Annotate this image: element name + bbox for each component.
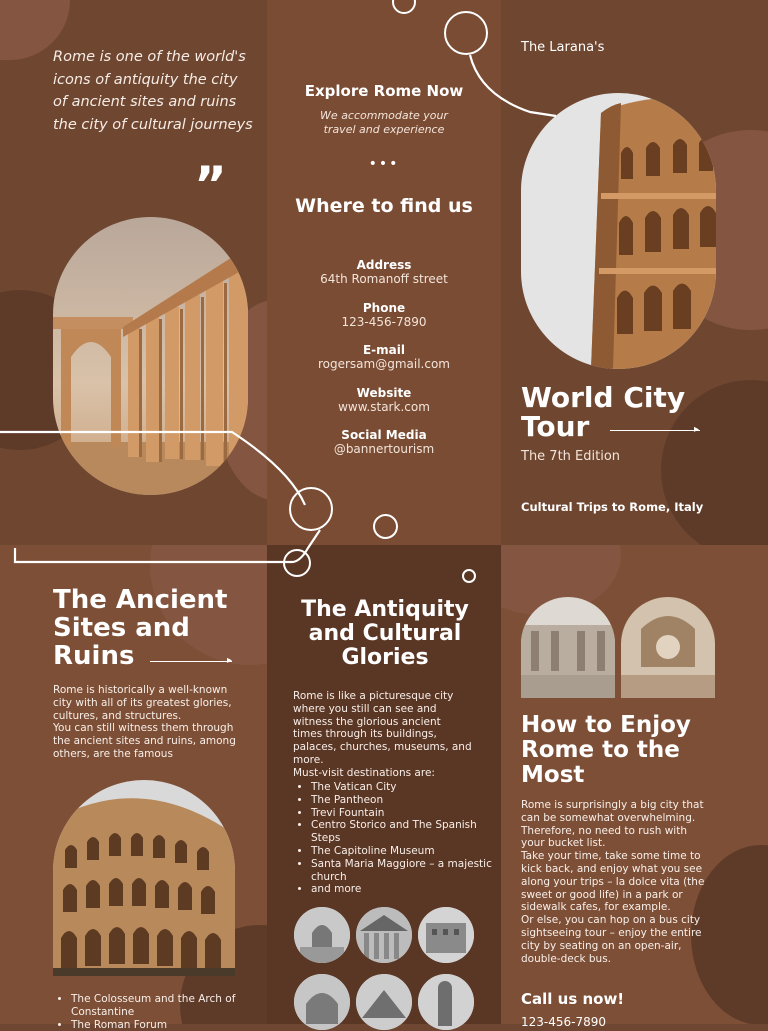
cover-title-line2: Tour xyxy=(521,410,590,443)
list-item: • The Colosseum and the Arch of Constantine xyxy=(71,993,261,1019)
quote-mark: ” xyxy=(194,156,227,214)
ancient-sites-title: The Ancient Sites and Ruins xyxy=(53,585,228,671)
ring-decoration xyxy=(289,487,333,531)
enjoy-body-p1: Rome is surprisingly a big city that can be somewhat overwhelming. Therefore, no need to rush with your bucket list. xyxy=(521,799,704,850)
call-us-cta: Call us now! xyxy=(521,990,625,1008)
enjoy-title: How to Enjoy Rome to the Most xyxy=(521,712,691,788)
explore-subtitle: We accommodate your travel and experience xyxy=(320,109,448,136)
list-item: • The Pantheon xyxy=(311,794,496,807)
list-item: • Trevi Fountain xyxy=(311,807,496,820)
list-item: • The Capitoline Museum xyxy=(311,845,496,858)
list-item: • and more xyxy=(311,883,496,896)
list-item: • The Vatican City xyxy=(311,781,496,794)
contact-value[interactable]: www.stark.com xyxy=(338,400,430,414)
contact-value: 64th Romanoff street xyxy=(320,272,448,286)
explore-title: Explore Rome Now xyxy=(304,82,464,100)
arrow-right-icon: ▸ xyxy=(227,655,233,666)
find-us-title: Where to find us xyxy=(295,195,473,217)
contact-value[interactable]: @bannertourism xyxy=(333,442,435,456)
dots-divider: ••• xyxy=(368,156,400,172)
contact-label: Website xyxy=(356,386,412,400)
ancient-body-p2: You can still witness them through the ancient sites and ruins, among others, are the famous xyxy=(53,722,236,760)
contact-value[interactable]: rogersam@gmail.com xyxy=(317,357,450,371)
arrow-right-icon: ▸ xyxy=(694,424,700,435)
list-item: • The Roman Forum xyxy=(71,1019,261,1031)
antiquity-title: The Antiquity and Cultural Glories xyxy=(301,597,469,670)
list-item: • Santa Maria Maggiore – a majestic church xyxy=(311,858,496,884)
ancient-body-p1: Rome is historically a well-known city with all of its greatest glories, cultures, and structures. xyxy=(53,684,232,722)
cover-title-line1: World City xyxy=(521,381,686,414)
brand-name: The Larana's xyxy=(521,40,605,55)
contact-label: Social Media xyxy=(341,428,427,442)
ring-decoration xyxy=(283,549,311,577)
ring-decoration xyxy=(444,11,488,55)
contact-label: Address xyxy=(356,258,412,272)
contact-value: 123-456-7890 xyxy=(341,315,427,329)
cover-tagline: Cultural Trips to Rome, Italy xyxy=(521,500,704,514)
ring-decoration xyxy=(462,569,476,583)
contact-label: Phone xyxy=(362,301,406,315)
call-us-number[interactable]: 123-456-7890 xyxy=(521,1015,607,1029)
antiquity-body-p1: Rome is like a picturesque city where you still can see and witness the glorious ancient times through its buildings, palaces, churches, museums, and more. xyxy=(293,690,472,766)
contact-label: E-mail xyxy=(362,343,405,357)
antiquity-body-p2: Must-visit destinations are: xyxy=(293,766,435,779)
edition-text: The 7th Edition xyxy=(521,449,621,464)
ring-decoration xyxy=(373,514,398,539)
quote-text: Rome is one of the world's icons of antiquity the city of ancient sites and ruins the city of cultural journeys xyxy=(53,49,253,133)
enjoy-body-p2: Take your time, take some time to kick back, and enjoy what you see along your trips – la dolce vita (the sweet or good life) in a park or sidewalk cafes, for example. xyxy=(521,850,705,914)
list-item: • Centro Storico and The Spanish Steps xyxy=(311,819,496,845)
enjoy-body-p3: Or else, you can hop on a bus city sightseeing tour – enjoy the entire city by seating on an open-air, double-deck bus. xyxy=(521,914,702,965)
